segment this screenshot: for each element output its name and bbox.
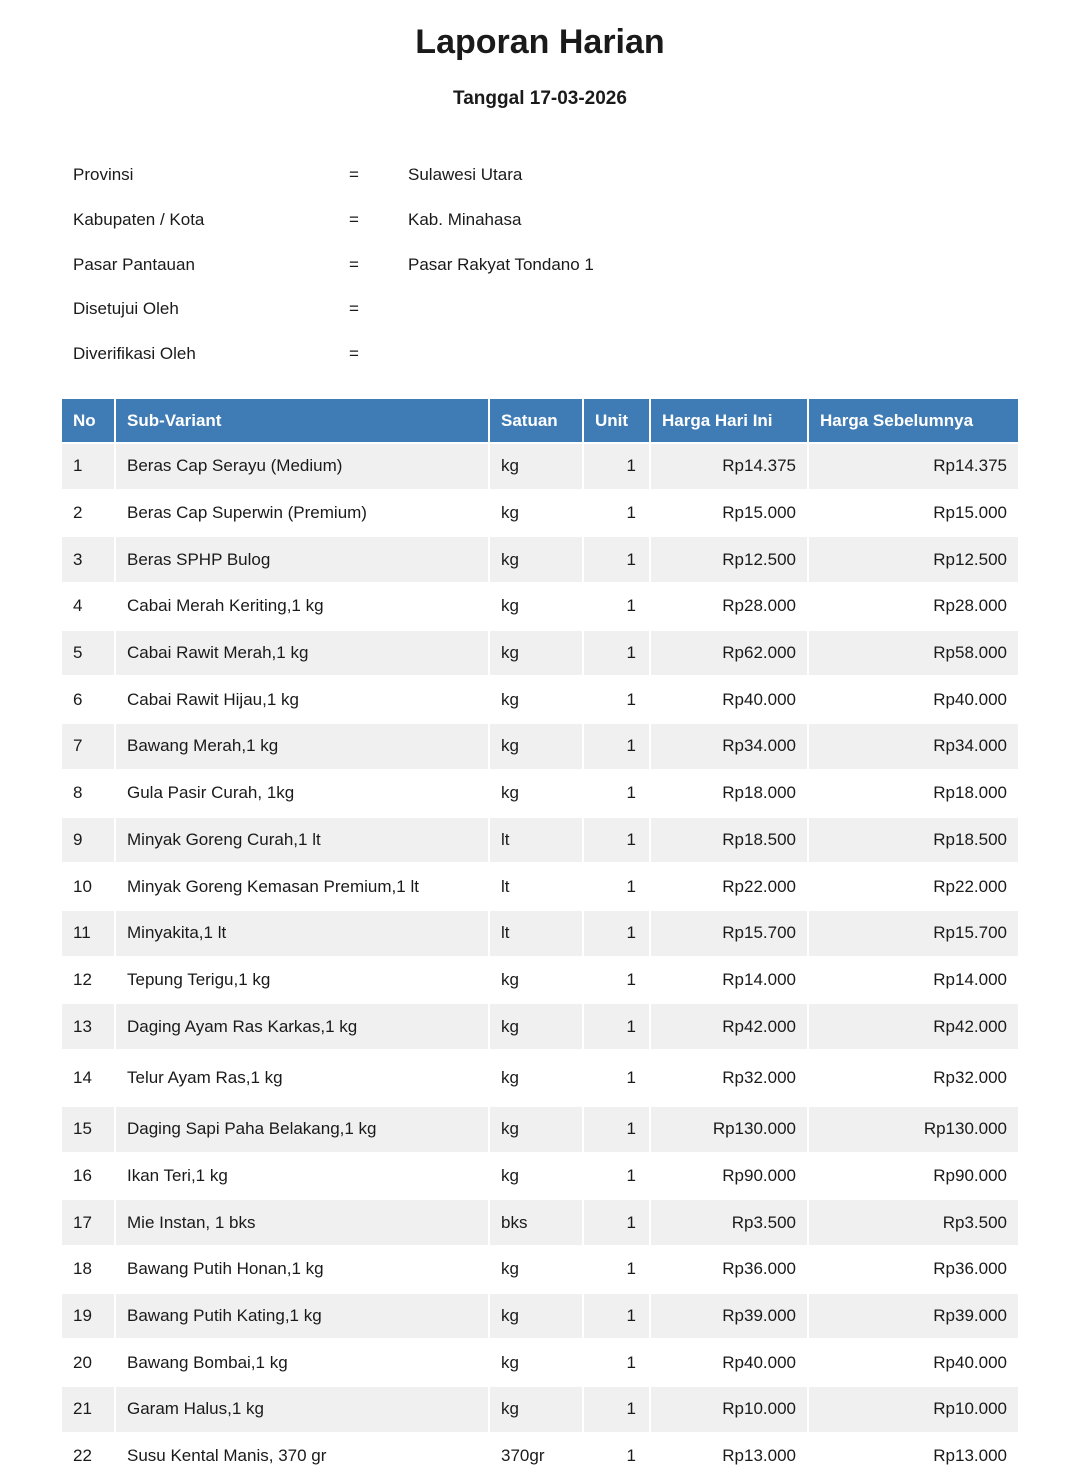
cell-unit: 1 <box>583 1433 650 1478</box>
table-row <box>62 770 1018 817</box>
cell-sub-variant: Beras Cap Serayu (Medium) <box>115 443 489 490</box>
cell-no: 5 <box>62 630 115 677</box>
cell-satuan: kg <box>489 1106 583 1153</box>
cell-harga-sebelumnya: Rp39.000 <box>808 1293 1018 1340</box>
cell-harga-sebelumnya: Rp40.000 <box>808 676 1018 723</box>
cell-sub-variant: Beras SPHP Bulog <box>115 536 489 583</box>
cell-harga-sebelumnya: Rp22.000 <box>808 863 1018 910</box>
cell-unit: 1 <box>583 630 650 677</box>
cell-sub-variant: Garam Halus,1 kg <box>115 1386 489 1433</box>
table-row <box>62 1433 1018 1478</box>
cell-satuan: lt <box>489 910 583 957</box>
cell-no: 1 <box>62 443 115 490</box>
meta-row-diverifikasi <box>73 332 973 377</box>
meta-row-disetujui <box>73 287 973 332</box>
cell-harga-hari-ini: Rp40.000 <box>650 1339 808 1386</box>
cell-unit: 1 <box>583 770 650 817</box>
table-row <box>62 676 1018 723</box>
cell-harga-sebelumnya: Rp58.000 <box>808 630 1018 677</box>
cell-unit: 1 <box>583 1246 650 1293</box>
cell-satuan: kg <box>489 1386 583 1433</box>
meta-value: Pasar Rakyat Tondano 1 <box>408 254 594 274</box>
report-title: Laporan Harian <box>415 23 665 61</box>
table-row <box>62 1153 1018 1200</box>
cell-harga-sebelumnya: Rp12.500 <box>808 536 1018 583</box>
cell-no: 9 <box>62 817 115 864</box>
table-row <box>62 1003 1018 1050</box>
cell-harga-hari-ini: Rp62.000 <box>650 630 808 677</box>
table-row <box>62 536 1018 583</box>
cell-satuan: kg <box>489 770 583 817</box>
meta-equals: = <box>349 254 359 274</box>
table-row <box>62 910 1018 957</box>
meta-row-provinsi <box>73 153 973 198</box>
cell-unit: 1 <box>583 1050 650 1106</box>
cell-sub-variant: Bawang Putih Kating,1 kg <box>115 1293 489 1340</box>
cell-no: 12 <box>62 957 115 1004</box>
cell-harga-hari-ini: Rp15.700 <box>650 910 808 957</box>
cell-unit: 1 <box>583 817 650 864</box>
cell-satuan: kg <box>489 490 583 537</box>
cell-sub-variant: Telur Ayam Ras,1 kg <box>115 1050 489 1106</box>
table-row <box>62 817 1018 864</box>
cell-sub-variant: Gula Pasir Curah, 1kg <box>115 770 489 817</box>
cell-no: 14 <box>62 1050 115 1106</box>
table-row <box>62 863 1018 910</box>
table-row <box>62 443 1018 490</box>
cell-sub-variant: Susu Kental Manis, 370 gr <box>115 1433 489 1478</box>
meta-equals: = <box>349 344 359 364</box>
cell-harga-sebelumnya: Rp28.000 <box>808 583 1018 630</box>
cell-sub-variant: Mie Instan, 1 bks <box>115 1199 489 1246</box>
cell-no: 6 <box>62 676 115 723</box>
cell-sub-variant: Minyakita,1 lt <box>115 910 489 957</box>
cell-no: 16 <box>62 1153 115 1200</box>
table-row <box>62 723 1018 770</box>
cell-harga-hari-ini: Rp10.000 <box>650 1386 808 1433</box>
table-row <box>62 583 1018 630</box>
meta-equals: = <box>349 299 359 319</box>
cell-unit: 1 <box>583 910 650 957</box>
cell-unit: 1 <box>583 1003 650 1050</box>
cell-harga-hari-ini: Rp40.000 <box>650 676 808 723</box>
cell-harga-sebelumnya: Rp40.000 <box>808 1339 1018 1386</box>
header-unit: Unit <box>583 399 650 443</box>
meta-equals: = <box>349 165 359 185</box>
table-row <box>62 1050 1018 1106</box>
cell-harga-sebelumnya: Rp130.000 <box>808 1106 1018 1153</box>
table-row <box>62 1293 1018 1340</box>
cell-harga-sebelumnya: Rp90.000 <box>808 1153 1018 1200</box>
cell-satuan: kg <box>489 1293 583 1340</box>
cell-satuan: kg <box>489 536 583 583</box>
cell-unit: 1 <box>583 676 650 723</box>
cell-harga-sebelumnya: Rp3.500 <box>808 1199 1018 1246</box>
table-row <box>62 1106 1018 1153</box>
cell-harga-hari-ini: Rp130.000 <box>650 1106 808 1153</box>
cell-satuan: kg <box>489 443 583 490</box>
cell-unit: 1 <box>583 957 650 1004</box>
cell-unit: 1 <box>583 490 650 537</box>
cell-satuan: kg <box>489 1339 583 1386</box>
table-header <box>62 399 1018 443</box>
cell-harga-sebelumnya: Rp14.000 <box>808 957 1018 1004</box>
cell-satuan: lt <box>489 863 583 910</box>
cell-no: 11 <box>62 910 115 957</box>
cell-sub-variant: Cabai Rawit Merah,1 kg <box>115 630 489 677</box>
cell-harga-hari-ini: Rp34.000 <box>650 723 808 770</box>
cell-sub-variant: Bawang Bombai,1 kg <box>115 1339 489 1386</box>
price-table-container <box>62 399 1018 1478</box>
cell-sub-variant: Minyak Goreng Kemasan Premium,1 lt <box>115 863 489 910</box>
cell-harga-hari-ini: Rp14.000 <box>650 957 808 1004</box>
report-meta <box>73 153 973 376</box>
cell-unit: 1 <box>583 1339 650 1386</box>
meta-equals: = <box>349 210 359 230</box>
cell-harga-sebelumnya: Rp14.375 <box>808 443 1018 490</box>
header-harga-hari-ini: Harga Hari Ini <box>650 399 808 443</box>
cell-harga-hari-ini: Rp36.000 <box>650 1246 808 1293</box>
cell-harga-sebelumnya: Rp10.000 <box>808 1386 1018 1433</box>
cell-unit: 1 <box>583 1106 650 1153</box>
cell-no: 7 <box>62 723 115 770</box>
cell-satuan: kg <box>489 957 583 1004</box>
cell-harga-hari-ini: Rp32.000 <box>650 1050 808 1106</box>
cell-unit: 1 <box>583 863 650 910</box>
table-body <box>62 443 1018 1478</box>
cell-unit: 1 <box>583 583 650 630</box>
cell-harga-hari-ini: Rp12.500 <box>650 536 808 583</box>
meta-label: Kabupaten / Kota <box>73 210 205 230</box>
table-row <box>62 1339 1018 1386</box>
cell-satuan: bks <box>489 1199 583 1246</box>
meta-value: Sulawesi Utara <box>408 165 523 185</box>
cell-sub-variant: Ikan Teri,1 kg <box>115 1153 489 1200</box>
cell-sub-variant: Cabai Merah Keriting,1 kg <box>115 583 489 630</box>
cell-satuan: lt <box>489 817 583 864</box>
cell-unit: 1 <box>583 1153 650 1200</box>
cell-satuan: kg <box>489 1050 583 1106</box>
meta-label: Pasar Pantauan <box>73 254 195 274</box>
cell-harga-sebelumnya: Rp13.000 <box>808 1433 1018 1478</box>
cell-sub-variant: Bawang Putih Honan,1 kg <box>115 1246 489 1293</box>
cell-harga-hari-ini: Rp3.500 <box>650 1199 808 1246</box>
cell-unit: 1 <box>583 443 650 490</box>
cell-harga-hari-ini: Rp15.000 <box>650 490 808 537</box>
cell-satuan: kg <box>489 723 583 770</box>
cell-satuan: kg <box>489 676 583 723</box>
cell-harga-hari-ini: Rp42.000 <box>650 1003 808 1050</box>
cell-harga-sebelumnya: Rp36.000 <box>808 1246 1018 1293</box>
table-row <box>62 1246 1018 1293</box>
cell-harga-sebelumnya: Rp18.000 <box>808 770 1018 817</box>
cell-harga-sebelumnya: Rp34.000 <box>808 723 1018 770</box>
cell-no: 22 <box>62 1433 115 1478</box>
cell-no: 13 <box>62 1003 115 1050</box>
header-harga-sebelumnya: Harga Sebelumnya <box>808 399 1018 443</box>
cell-no: 15 <box>62 1106 115 1153</box>
price-table <box>62 399 1018 1478</box>
cell-no: 2 <box>62 490 115 537</box>
cell-harga-sebelumnya: Rp15.700 <box>808 910 1018 957</box>
cell-sub-variant: Daging Ayam Ras Karkas,1 kg <box>115 1003 489 1050</box>
table-header-row <box>62 399 1018 443</box>
cell-no: 19 <box>62 1293 115 1340</box>
meta-label: Provinsi <box>73 165 134 185</box>
cell-satuan: 370gr <box>489 1433 583 1478</box>
cell-satuan: kg <box>489 1003 583 1050</box>
cell-harga-sebelumnya: Rp32.000 <box>808 1050 1018 1106</box>
cell-satuan: kg <box>489 630 583 677</box>
meta-label: Diverifikasi Oleh <box>73 344 196 364</box>
cell-no: 8 <box>62 770 115 817</box>
cell-sub-variant: Cabai Rawit Hijau,1 kg <box>115 676 489 723</box>
cell-unit: 1 <box>583 1199 650 1246</box>
cell-no: 4 <box>62 583 115 630</box>
cell-no: 10 <box>62 863 115 910</box>
cell-harga-hari-ini: Rp18.500 <box>650 817 808 864</box>
table-row <box>62 1386 1018 1433</box>
cell-harga-sebelumnya: Rp42.000 <box>808 1003 1018 1050</box>
cell-unit: 1 <box>583 1386 650 1433</box>
meta-value: Kab. Minahasa <box>408 210 522 230</box>
cell-satuan: kg <box>489 583 583 630</box>
cell-no: 3 <box>62 536 115 583</box>
cell-harga-hari-ini: Rp90.000 <box>650 1153 808 1200</box>
header-satuan: Satuan <box>489 399 583 443</box>
meta-row-kabupaten <box>73 198 973 243</box>
table-row <box>62 1199 1018 1246</box>
cell-sub-variant: Bawang Merah,1 kg <box>115 723 489 770</box>
cell-satuan: kg <box>489 1153 583 1200</box>
cell-unit: 1 <box>583 723 650 770</box>
cell-unit: 1 <box>583 1293 650 1340</box>
cell-no: 18 <box>62 1246 115 1293</box>
header-no: No <box>62 399 115 443</box>
cell-harga-sebelumnya: Rp15.000 <box>808 490 1018 537</box>
cell-sub-variant: Tepung Terigu,1 kg <box>115 957 489 1004</box>
cell-sub-variant: Minyak Goreng Curah,1 lt <box>115 817 489 864</box>
table-row <box>62 957 1018 1004</box>
cell-harga-hari-ini: Rp28.000 <box>650 583 808 630</box>
cell-harga-hari-ini: Rp22.000 <box>650 863 808 910</box>
cell-harga-hari-ini: Rp18.000 <box>650 770 808 817</box>
cell-satuan: kg <box>489 1246 583 1293</box>
table-row <box>62 630 1018 677</box>
meta-label: Disetujui Oleh <box>73 299 179 319</box>
cell-harga-sebelumnya: Rp18.500 <box>808 817 1018 864</box>
cell-sub-variant: Beras Cap Superwin (Premium) <box>115 490 489 537</box>
cell-harga-hari-ini: Rp13.000 <box>650 1433 808 1478</box>
report-date: Tanggal 17-03-2026 <box>453 88 627 109</box>
cell-no: 17 <box>62 1199 115 1246</box>
cell-sub-variant: Daging Sapi Paha Belakang,1 kg <box>115 1106 489 1153</box>
cell-no: 20 <box>62 1339 115 1386</box>
header-sub-variant: Sub-Variant <box>115 399 489 443</box>
cell-harga-hari-ini: Rp14.375 <box>650 443 808 490</box>
table-row <box>62 490 1018 537</box>
cell-no: 21 <box>62 1386 115 1433</box>
cell-unit: 1 <box>583 536 650 583</box>
meta-row-pasar <box>73 242 973 287</box>
cell-harga-hari-ini: Rp39.000 <box>650 1293 808 1340</box>
